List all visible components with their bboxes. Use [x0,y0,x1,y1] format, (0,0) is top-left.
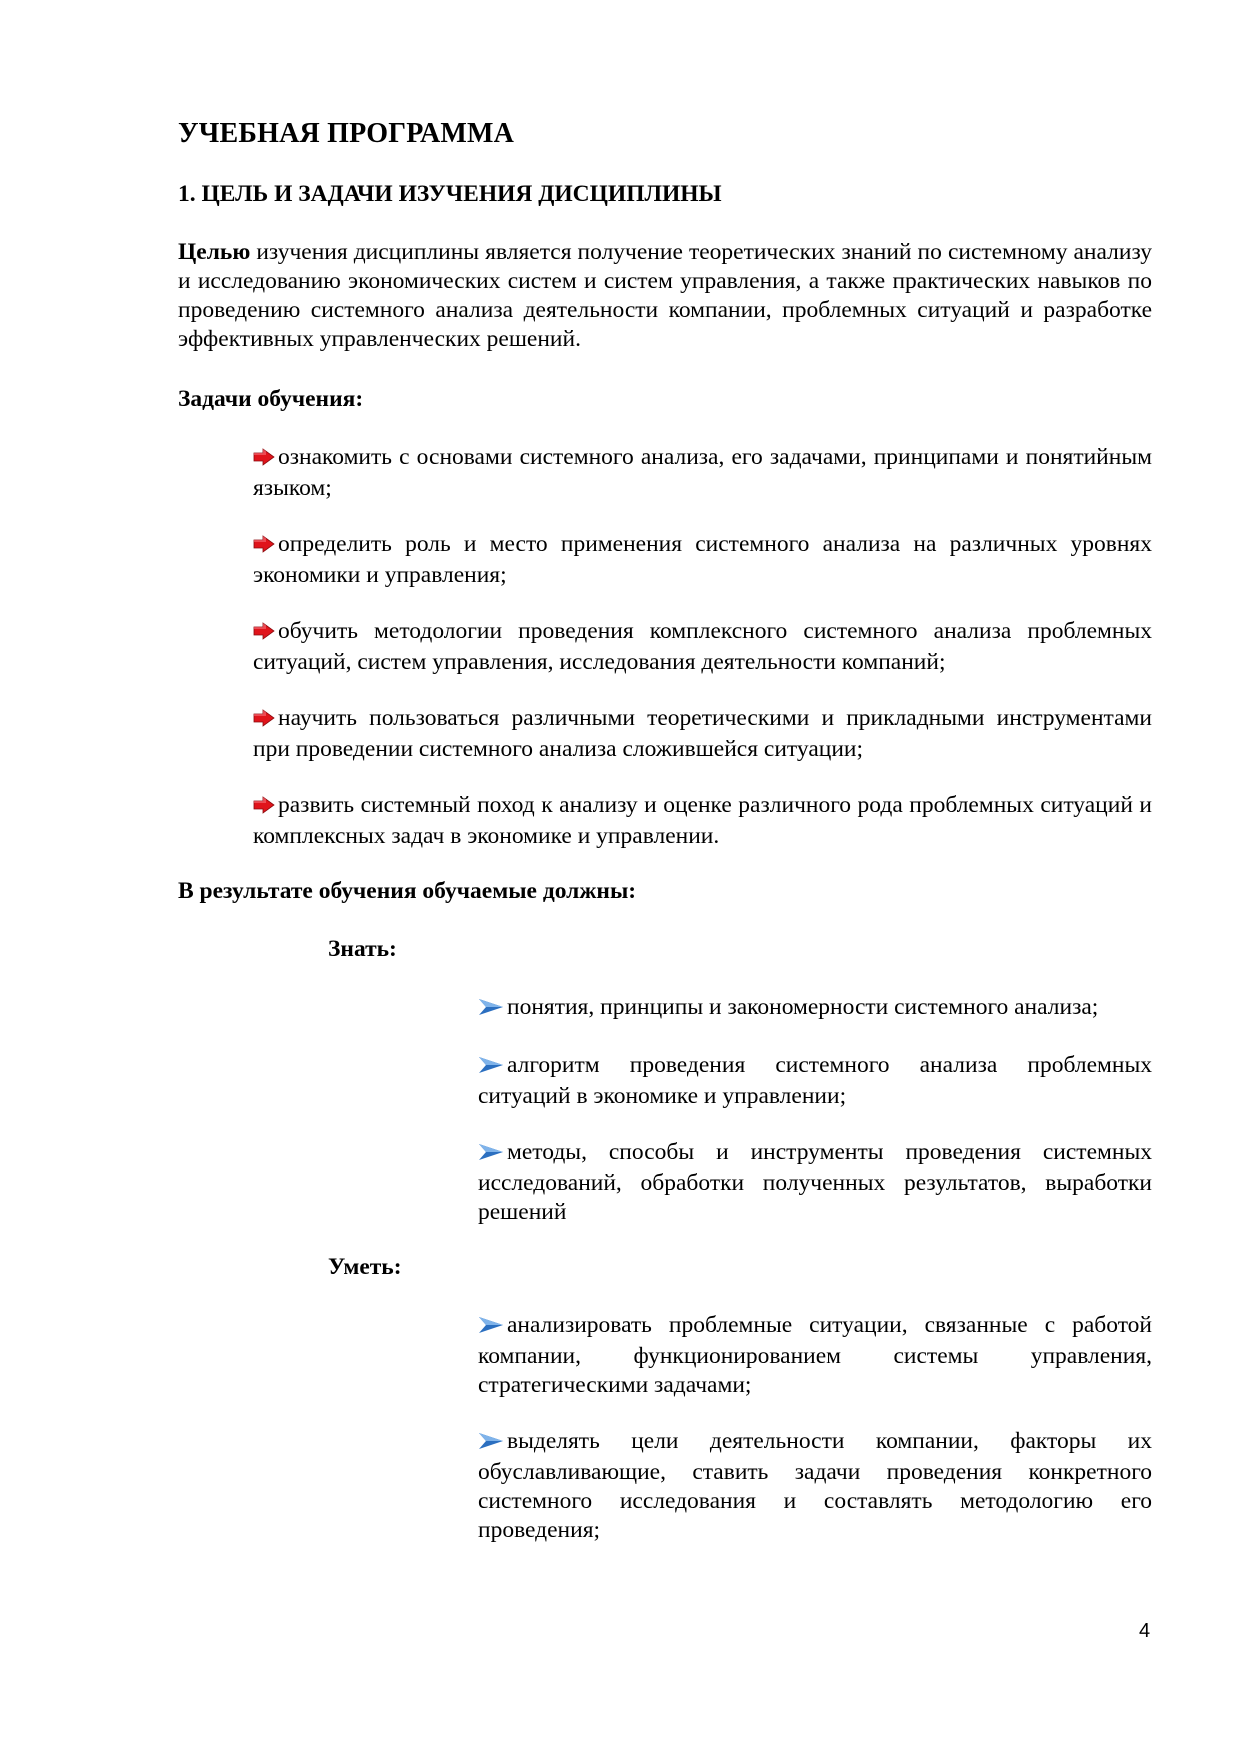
blue-chevron-icon [478,1140,504,1169]
blue-chevron-icon [478,1053,504,1082]
know-label: Знать: [328,936,397,962]
section-heading: 1. ЦЕЛЬ И ЗАДАЧИ ИЗУЧЕНИЯ ДИСЦИПЛИНЫ [178,181,722,207]
task-item-text: определить роль и место применения системного анализа на различных уровнях экономики и управления; [253,531,1152,588]
results-heading: В результате обучения обучаемые должны: [178,878,637,904]
red-arrow-icon [253,532,275,561]
task-item-text: развить системный поход к анализу и оценке различного рода проблемных ситуаций и комплексных задач в экономике и управлении. [253,792,1152,849]
task-item [253,704,1152,764]
blue-chevron-icon [478,1313,504,1342]
blue-chevron-icon [478,1429,504,1458]
know-item [478,1138,1152,1227]
can-item-text: анализировать проблемные ситуации, связанные с работой компании, функционированием системы управления, стратегическими задачами; [478,1312,1152,1398]
know-item [478,1051,1152,1111]
page-title: УЧЕБНАЯ ПРОГРАММА [178,118,515,149]
red-arrow-icon [253,445,275,474]
task-item [253,617,1152,677]
can-label: Уметь: [328,1254,402,1280]
task-item-text: обучить методологии проведения комплексного системного анализа проблемных ситуаций, систем управления, исследования деятельности компаний; [253,618,1152,675]
tasks-heading: Задачи обучения: [178,386,364,412]
blue-chevron-icon [478,995,504,1024]
page-number: 4 [1139,1620,1151,1642]
can-item [478,1311,1152,1400]
goal-text: изучения дисциплины является получение теоретических знаний по системному анализу и исследованию экономических систем и систем управления, а также практических навыков по проведению системного анализа деятельности компании, проблемных ситуаций и разработке эффективных управленческих решений. [178,239,1152,352]
red-arrow-icon [253,793,275,822]
red-arrow-icon [253,706,275,735]
can-item-text: выделять цели деятельности компании, факторы их обуславливающие, ставить задачи проведения конкретного системного исследования и составлять методологию его проведения; [478,1428,1152,1543]
task-item [253,791,1152,851]
know-item [478,993,1152,1024]
red-arrow-icon [253,619,275,648]
goal-paragraph [178,238,1152,354]
task-item [253,443,1152,503]
can-item [478,1427,1152,1545]
know-item-text: алгоритм проведения системного анализа проблемных ситуаций в экономике и управлении; [478,1052,1152,1109]
task-item [253,530,1152,590]
goal-lead: Целью [178,239,251,265]
know-item-text: понятия, принципы и закономерности системного анализа; [507,994,1099,1020]
know-item-text: методы, способы и инструменты проведения системных исследований, обработки полученных результатов, выработки решений [478,1139,1152,1225]
task-item-text: научить пользоваться различными теоретическими и прикладными инструментами при проведении системного анализа сложившейся ситуации; [253,705,1152,762]
task-item-text: ознакомить с основами системного анализа, его задачами, принципами и понятийным языком; [253,444,1152,501]
